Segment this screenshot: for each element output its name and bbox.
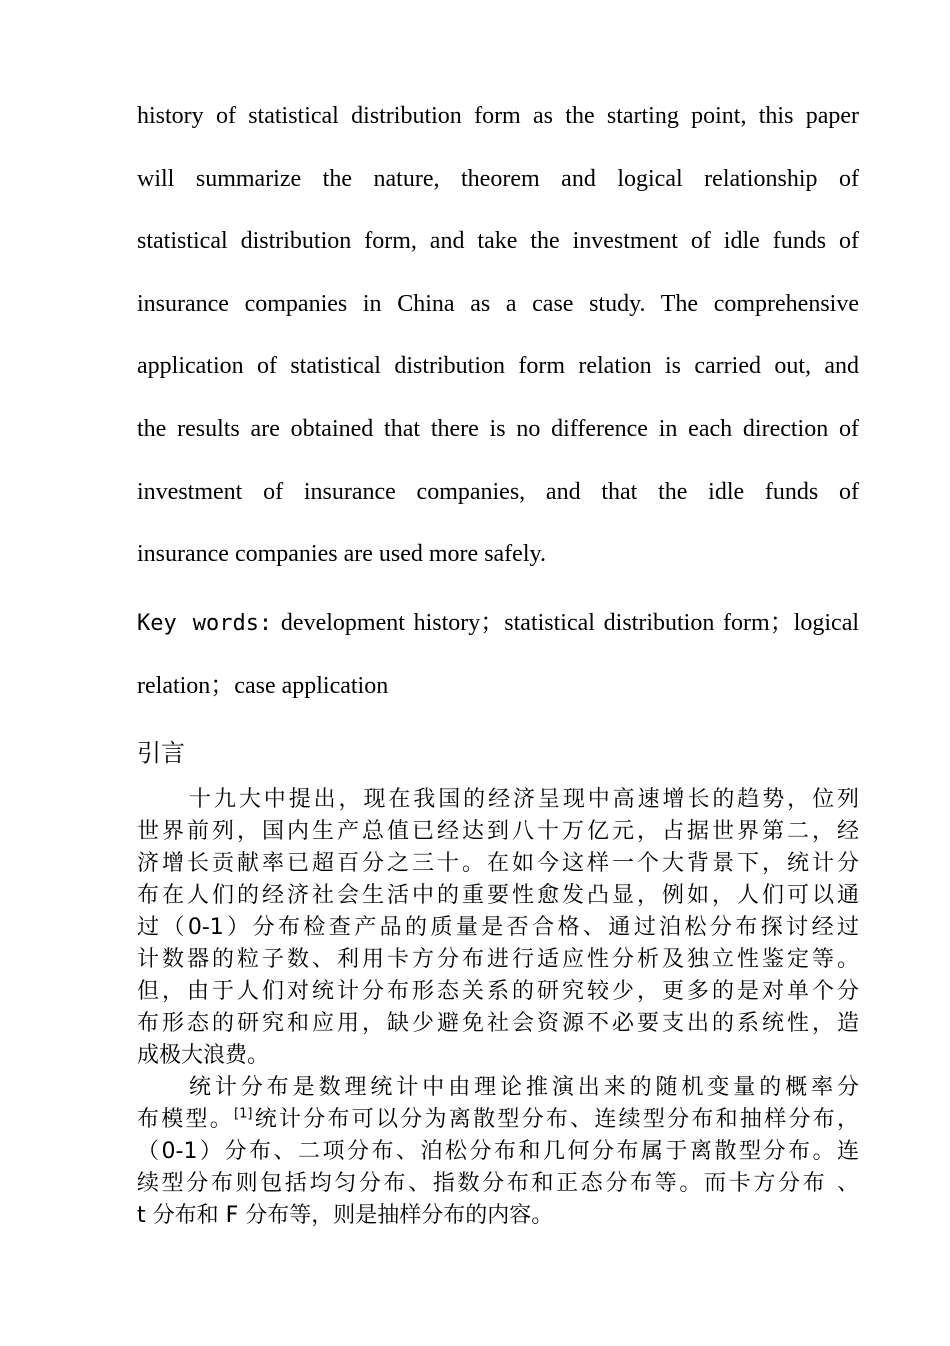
paragraph-line — [137, 1104, 859, 1136]
paragraph-line: t 分布和 F 分布等，则是抽样分布的内容。 — [137, 1203, 554, 1228]
paragraph-line: 布形态的研究和应用，缺少避免社会资源不必要支出的系统性，造 — [137, 1011, 859, 1036]
paragraph-line: 过（0-1）分布检查产品的质量是否合格、通过泊松分布探讨经过 — [137, 915, 859, 940]
paragraph-line: 布在人们的经济社会生活中的重要性愈发凸显，例如，人们可以通 — [137, 883, 859, 908]
paragraph-text: 统计分布可以分为离散型分布、连续型分布和抽样分布， — [252, 1107, 859, 1132]
keywords-line: relation；case application — [137, 673, 389, 699]
citation-marker[interactable]: [1] — [234, 1106, 253, 1122]
paragraph-line: 统计分布是数理统计中由理论推演出来的随机变量的概率分 — [189, 1075, 859, 1100]
abstract-line: insurance companies are used more safely. — [137, 541, 546, 567]
abstract-line: application of statistical distribution form relation is carried out, and — [137, 353, 859, 379]
paragraph-line: （0-1）分布、二项分布、泊松分布和几何分布属于离散型分布。连 — [137, 1139, 859, 1164]
keywords-text: development history；statistical distribution form；logical — [280, 610, 860, 636]
paragraph-line: 续型分布则包括均匀分布、指数分布和正态分布等。而卡方分布 、 — [137, 1171, 859, 1196]
paragraph-line: 成极大浪费。 — [137, 1043, 270, 1068]
abstract-line: history of statistical distribution form as the starting point, this paper — [137, 103, 859, 129]
abstract-line: will summarize the nature, theorem and logical relationship of — [137, 166, 859, 192]
abstract-line: statistical distribution form, and take the investment of idle funds of — [137, 228, 859, 254]
abstract-line: the results are obtained that there is no difference in each direction of — [137, 416, 859, 442]
paragraph-line: 计数器的粒子数、利用卡方分布进行适应性分析及独立性鉴定等。 — [137, 947, 859, 972]
paragraph-text: 布模型。 — [137, 1107, 235, 1132]
paragraph-line: 但，由于人们对统计分布形态关系的研究较少，更多的是对单个分 — [137, 979, 859, 1004]
paragraph-line: 十九大中提出，现在我国的经济呈现中高速增长的趋势，位列 — [189, 787, 859, 812]
paragraph-line: 济增长贡献率已超百分之三十。在如今这样一个大背景下，统计分 — [137, 851, 859, 876]
keywords-label: Key words: — [137, 611, 273, 636]
section-heading-introduction: 引言 — [137, 739, 185, 767]
keywords-line — [137, 608, 859, 639]
abstract-line: insurance companies in China as a case study. The comprehensive — [137, 291, 859, 317]
abstract-line: investment of insurance companies, and that the idle funds of — [137, 479, 859, 505]
paragraph-line: 世界前列，国内生产总值已经达到八十万亿元，占据世界第二，经 — [137, 819, 859, 844]
